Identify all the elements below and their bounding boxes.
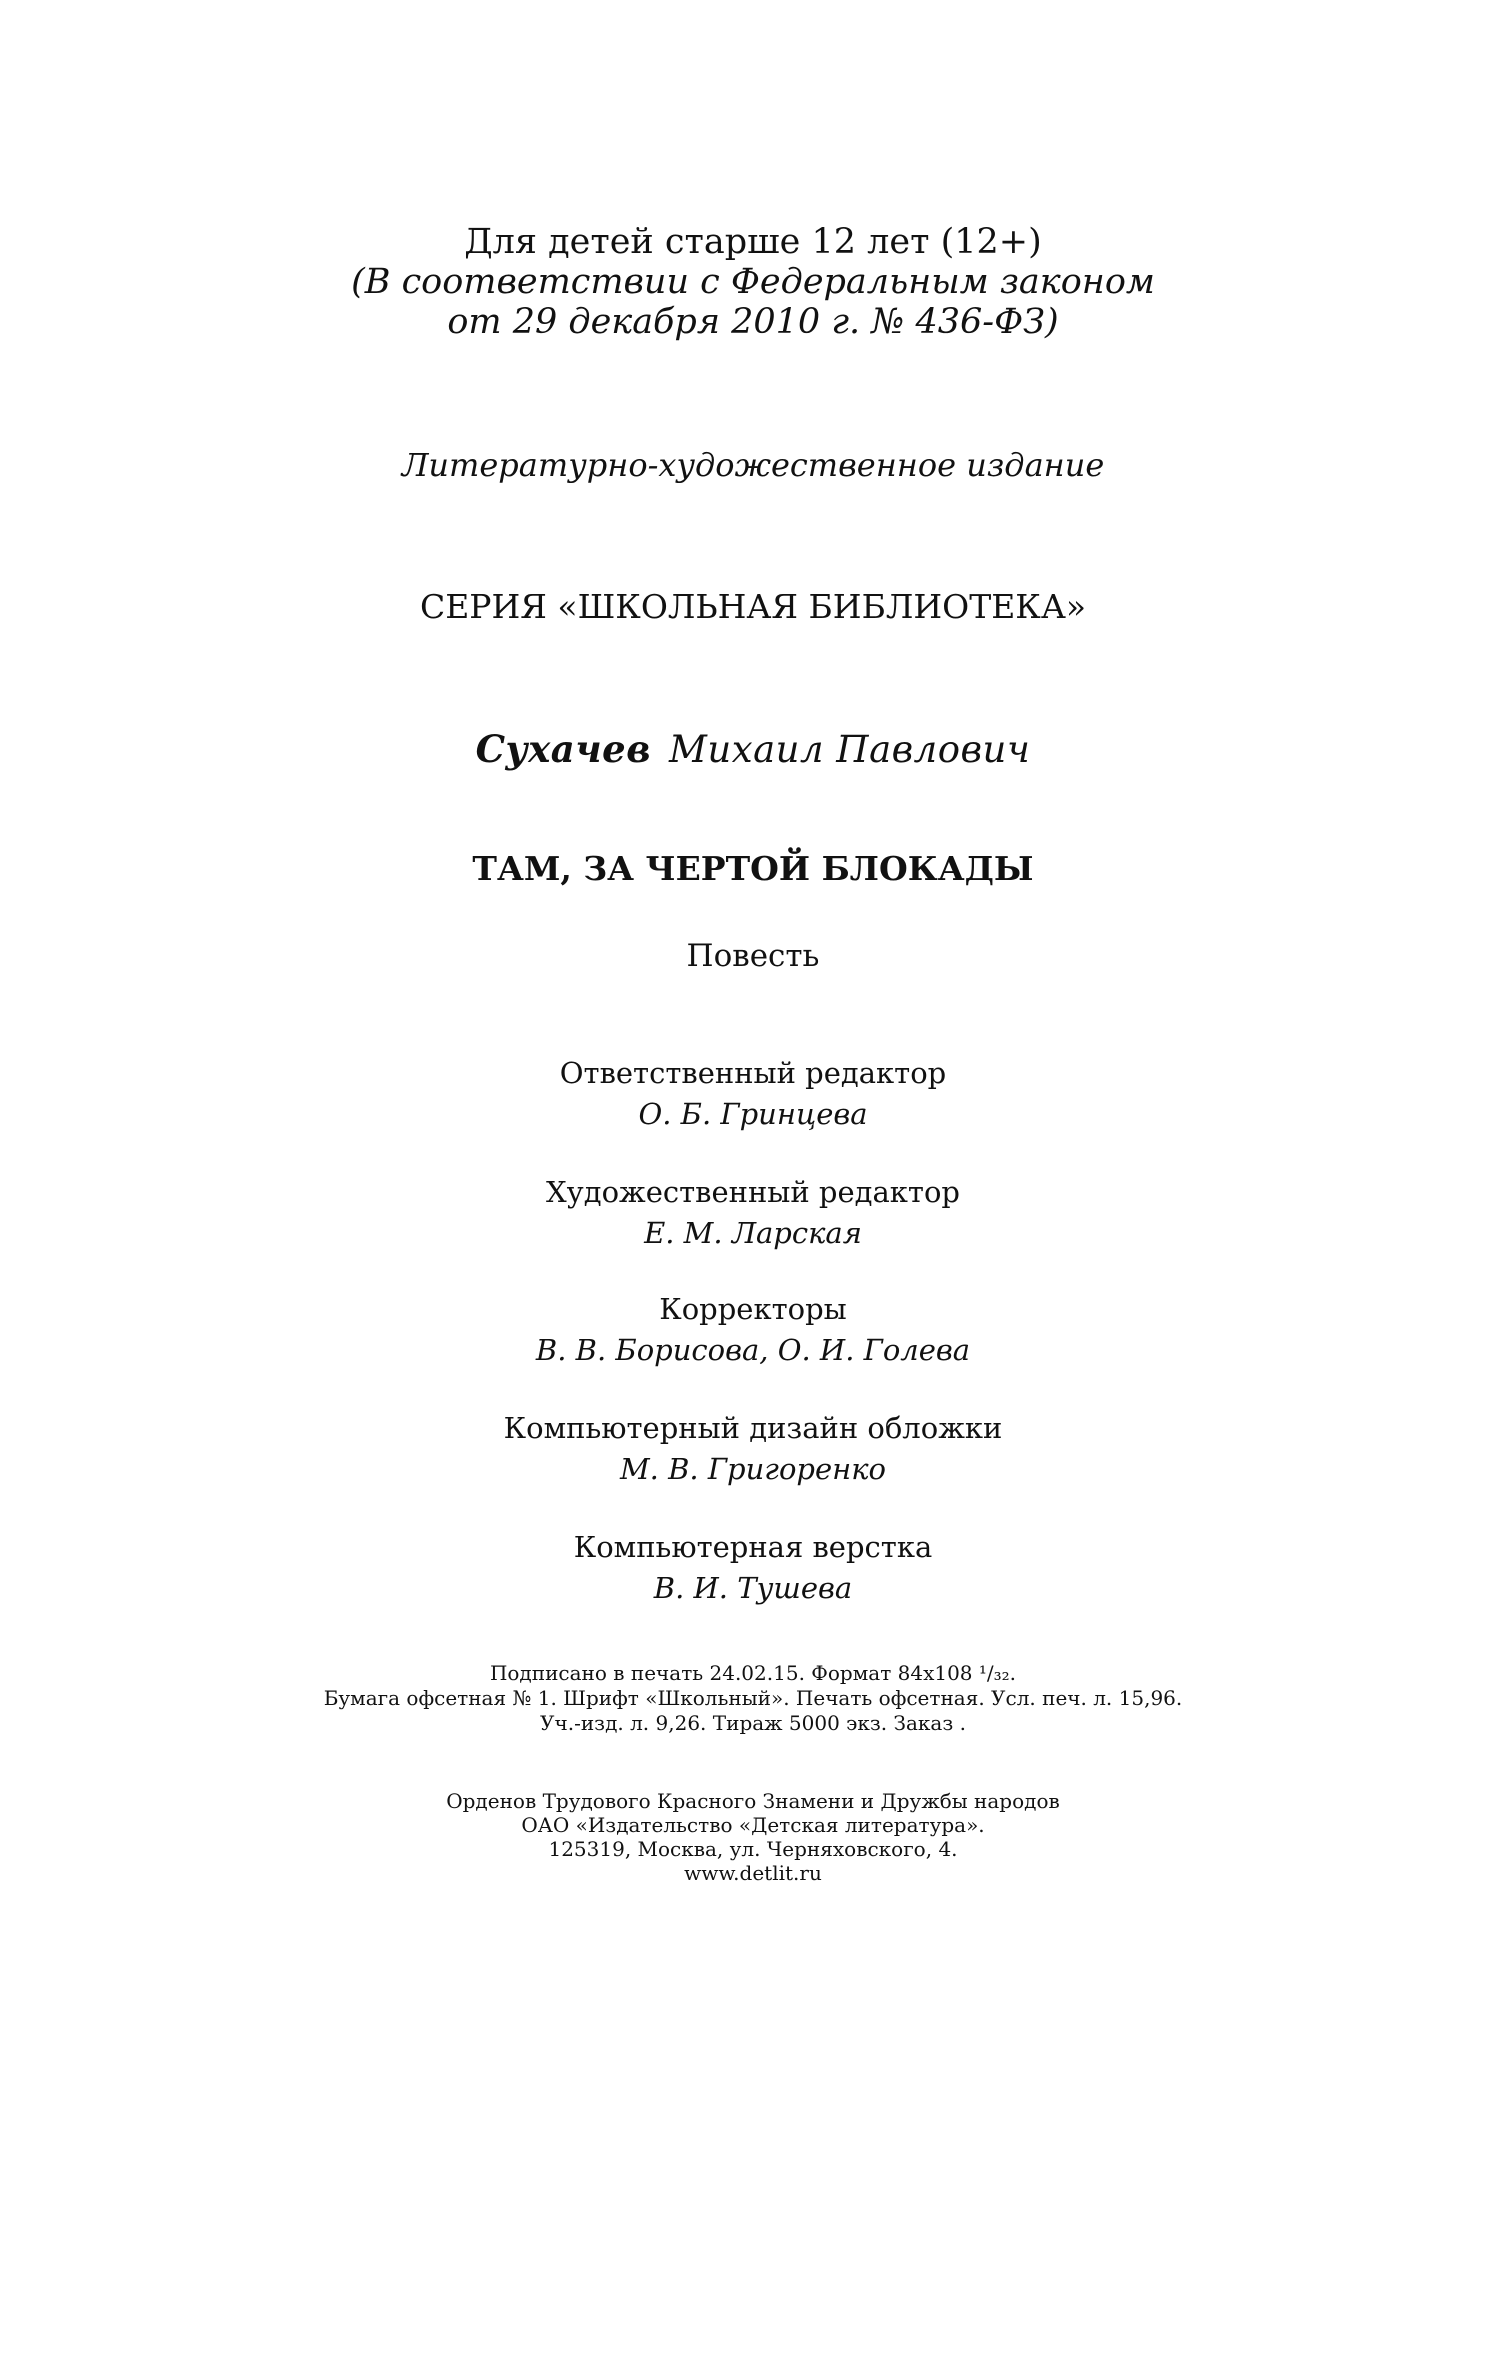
publisher-website: www.detlit.ru [684, 1861, 822, 1885]
credit-name-proofreaders: В. В. Борисова, О. И. Голева [535, 1333, 971, 1367]
series-name: СЕРИЯ «ШКОЛЬНАЯ БИБЛИОТЕКА» [419, 587, 1087, 626]
age-rating: Для детей старше 12 лет (12+) [464, 222, 1042, 262]
credit-name-cover-design: М. В. Григоренко [619, 1452, 887, 1486]
publisher-address: 125319, Москва, ул. Черняховского, 4. [548, 1837, 958, 1861]
author-surname: Сухачев [475, 727, 652, 771]
credit-name-layout: В. И. Тушева [653, 1571, 853, 1605]
law-reference-line-1: (В соответствии с Федеральным законом [351, 262, 1155, 302]
credit-name-art-editor: Е. М. Ларская [644, 1216, 862, 1250]
credit-role-responsible-editor: Ответственный редактор [559, 1056, 947, 1090]
publisher-line-2: ОАО «Издательство «Детская литература». [521, 1813, 985, 1837]
credit-name-responsible-editor: О. Б. Гринцева [638, 1097, 868, 1131]
imprint-line-2: Бумага офсетная № 1. Шрифт «Школьный». Печать офсетная. Усл. печ. л. 15,96. [323, 1686, 1183, 1710]
publisher-line-1: Орденов Трудового Красного Знамени и Дружбы народов [446, 1789, 1060, 1813]
edition-genre: Литературно-художественное издание [401, 446, 1105, 484]
author-name [0, 727, 1506, 772]
imprint-line-3: Уч.-изд. л. 9,26. Тираж 5000 экз. Заказ . [540, 1711, 966, 1735]
credit-role-layout: Компьютерная верстка [573, 1530, 933, 1564]
book-subtitle: Повесть [686, 938, 820, 974]
credit-role-cover-design: Компьютерный дизайн обложки [503, 1411, 1003, 1445]
credit-role-art-editor: Художественный редактор [546, 1175, 960, 1209]
law-reference-line-2: от 29 декабря 2010 г. № 436-ФЗ) [447, 302, 1059, 342]
imprint-line-1: Подписано в печать 24.02.15. Формат 84x108 ¹/₃₂. [489, 1661, 1017, 1685]
credit-role-proofreaders: Корректоры [659, 1292, 847, 1326]
author-given-names: Михаил Павлович [669, 728, 1031, 771]
book-title: ТАМ, ЗА ЧЕРТОЙ БЛОКАДЫ [472, 849, 1034, 888]
